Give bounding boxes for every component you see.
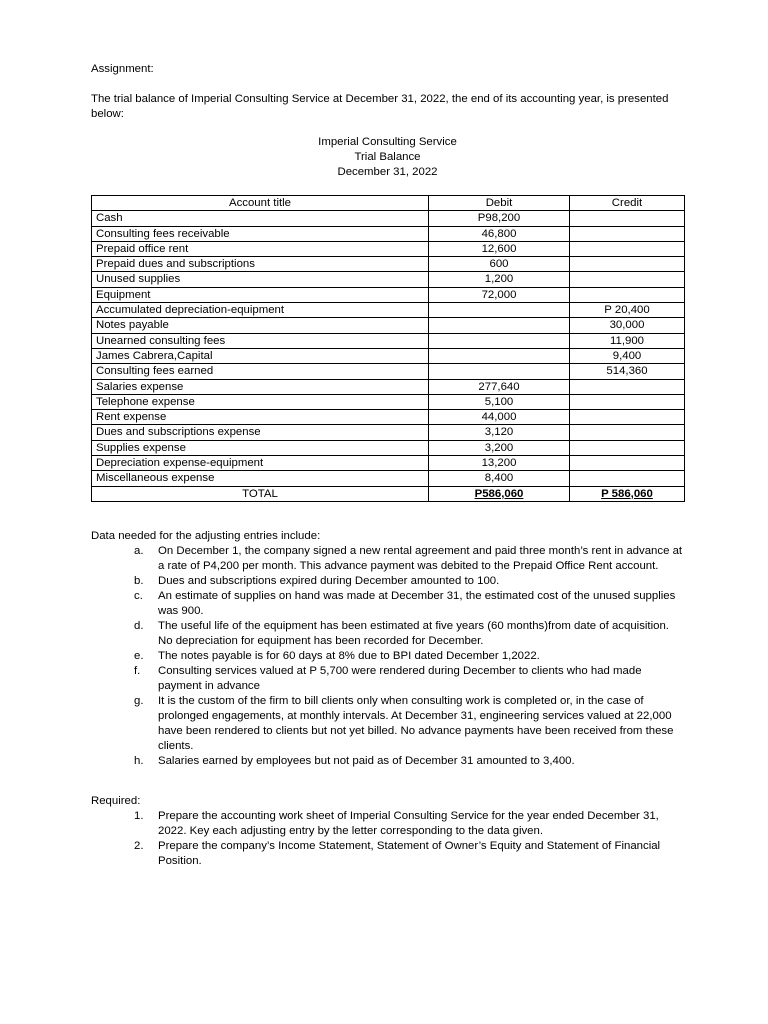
account-cell: Consulting fees earned — [92, 364, 429, 379]
item-text: An estimate of supplies on hand was made at December 31, the estimated cost of the unused supplies was 900. — [158, 590, 676, 617]
table-row — [92, 394, 685, 409]
table-row — [92, 348, 685, 363]
item-text: Dues and subscriptions expired during December amounted to 100. — [158, 575, 500, 587]
debit-cell: 3,200 — [429, 440, 570, 455]
item-letter: g. — [134, 695, 144, 707]
table-row — [92, 211, 685, 226]
table-row — [92, 303, 685, 318]
table-row — [92, 471, 685, 486]
list-item — [130, 809, 685, 839]
debit-cell: 3,120 — [429, 425, 570, 440]
credit-cell — [570, 226, 685, 241]
total-credit: P 586,060 — [601, 487, 653, 500]
credit-cell — [570, 425, 685, 440]
item-text: The useful life of the equipment has been estimated at five years (60 months)from date of acquisition. No depreciation for equipment has been recorded for December. — [158, 620, 669, 647]
debit-cell: 12,600 — [429, 241, 570, 256]
item-text: Prepare the company’s Income Statement, Statement of Owner’s Equity and Statement of Financial Position. — [158, 840, 661, 867]
credit-cell — [570, 241, 685, 256]
item-text: Consulting services valued at P 5,700 were rendered during December to clients who had made payment in advance — [158, 665, 642, 692]
table-row — [92, 425, 685, 440]
list-item — [130, 664, 685, 694]
table-row — [92, 318, 685, 333]
list-item — [130, 649, 685, 664]
item-number: 2. — [134, 840, 144, 852]
table-row — [92, 364, 685, 379]
report-title: Trial Balance — [354, 151, 421, 164]
list-item — [130, 574, 685, 589]
total-label: TOTAL — [92, 486, 429, 501]
account-cell: Depreciation expense-equipment — [92, 456, 429, 471]
debit-cell: 600 — [429, 257, 570, 272]
total-credit-cell — [570, 486, 685, 501]
credit-cell — [570, 257, 685, 272]
account-cell: Equipment — [92, 287, 429, 302]
item-letter: b. — [134, 575, 144, 587]
account-title-header: Account title — [92, 196, 429, 211]
company-name: Imperial Consulting Service — [318, 136, 457, 148]
required-list — [130, 809, 685, 869]
account-cell: Dues and subscriptions expense — [92, 425, 429, 440]
debit-header: Debit — [429, 196, 570, 211]
trial-balance-header — [0, 135, 768, 181]
trial-balance-table — [91, 195, 685, 502]
required-heading: Required: — [91, 795, 141, 807]
credit-cell — [570, 272, 685, 287]
credit-cell — [570, 440, 685, 455]
credit-cell: 514,360 — [570, 364, 685, 379]
item-letter: f. — [134, 665, 141, 677]
debit-cell — [429, 364, 570, 379]
credit-cell: 9,400 — [570, 348, 685, 363]
adjusting-entries-list — [130, 544, 685, 769]
account-cell: Salaries expense — [92, 379, 429, 394]
item-text: Prepare the accounting work sheet of Imperial Consulting Service for the year ended December 31, 2022. Key each adjusting entry by the letter corresponding to the data given. — [158, 810, 659, 837]
debit-cell: 277,640 — [429, 379, 570, 394]
account-cell: Telephone expense — [92, 394, 429, 409]
credit-cell — [570, 211, 685, 226]
debit-cell: 72,000 — [429, 287, 570, 302]
item-letter: d. — [134, 620, 144, 632]
table-row — [92, 410, 685, 425]
item-letter: c. — [134, 590, 143, 602]
list-item — [130, 619, 685, 649]
table-row — [92, 287, 685, 302]
report-date: December 31, 2022 — [337, 166, 438, 179]
debit-cell — [429, 318, 570, 333]
debit-cell: 44,000 — [429, 410, 570, 425]
account-cell: Cash — [92, 211, 429, 226]
account-cell: James Cabrera,Capital — [92, 348, 429, 363]
account-cell: Notes payable — [92, 318, 429, 333]
list-item — [130, 589, 685, 619]
credit-cell: 30,000 — [570, 318, 685, 333]
account-cell: Unearned consulting fees — [92, 333, 429, 348]
debit-cell: 46,800 — [429, 226, 570, 241]
total-debit: P586,060 — [474, 487, 524, 500]
item-number: 1. — [134, 810, 144, 822]
account-cell: Prepaid dues and subscriptions — [92, 257, 429, 272]
adjusting-data-heading: Data needed for the adjusting entries include: — [91, 530, 321, 542]
list-item — [130, 754, 685, 769]
debit-cell — [429, 303, 570, 318]
list-item — [130, 544, 685, 574]
credit-header: Credit — [570, 196, 685, 211]
item-letter: e. — [134, 650, 144, 662]
table-header-row — [92, 196, 685, 211]
credit-cell: P 20,400 — [570, 303, 685, 318]
table-row — [92, 226, 685, 241]
item-text: It is the custom of the firm to bill clients only when consulting work is completed or, in the case of prolonged engagements, at monthly intervals. At December 31, engineering services valued at 22,000 have been rendered to clients but not yet billed. No advance payments have been received from these clients. — [158, 695, 674, 752]
intro-paragraph: The trial balance of Imperial Consulting Service at December 31, 2022, the end of its accounting year, is presented below: — [91, 93, 669, 120]
item-letter: a. — [134, 545, 144, 557]
credit-cell — [570, 287, 685, 302]
table-row — [92, 272, 685, 287]
debit-cell: 8,400 — [429, 471, 570, 486]
item-text: On December 1, the company signed a new rental agreement and paid three month’s rent in advance at a rate of P4,200 per month. This advance payment was debited to the Prepaid Office Rent account. — [158, 545, 683, 572]
table-row — [92, 456, 685, 471]
debit-cell: 5,100 — [429, 394, 570, 409]
assignment-label: Assignment: — [91, 63, 154, 75]
account-cell: Prepaid office rent — [92, 241, 429, 256]
account-cell: Consulting fees receivable — [92, 226, 429, 241]
debit-cell — [429, 333, 570, 348]
debit-cell: 1,200 — [429, 272, 570, 287]
total-row — [92, 486, 685, 501]
table-row — [92, 333, 685, 348]
credit-cell: 11,900 — [570, 333, 685, 348]
table-row — [92, 241, 685, 256]
list-item — [130, 839, 685, 869]
item-letter: h. — [134, 755, 144, 767]
table-row — [92, 257, 685, 272]
debit-cell — [429, 348, 570, 363]
list-item — [130, 694, 685, 754]
account-cell: Supplies expense — [92, 440, 429, 455]
account-cell: Miscellaneous expense — [92, 471, 429, 486]
debit-cell: P98,200 — [429, 211, 570, 226]
credit-cell — [570, 410, 685, 425]
table-body — [92, 211, 685, 486]
account-cell: Unused supplies — [92, 272, 429, 287]
account-cell: Rent expense — [92, 410, 429, 425]
credit-cell — [570, 379, 685, 394]
item-text: The notes payable is for 60 days at 8% due to BPI dated December 1,2022. — [158, 650, 540, 662]
debit-cell: 13,200 — [429, 456, 570, 471]
total-debit-cell — [429, 486, 570, 501]
item-text: Salaries earned by employees but not paid as of December 31 amounted to 3,400. — [158, 755, 575, 767]
table-row — [92, 379, 685, 394]
credit-cell — [570, 456, 685, 471]
credit-cell — [570, 471, 685, 486]
account-cell: Accumulated depreciation-equipment — [92, 303, 429, 318]
table-row — [92, 440, 685, 455]
credit-cell — [570, 394, 685, 409]
